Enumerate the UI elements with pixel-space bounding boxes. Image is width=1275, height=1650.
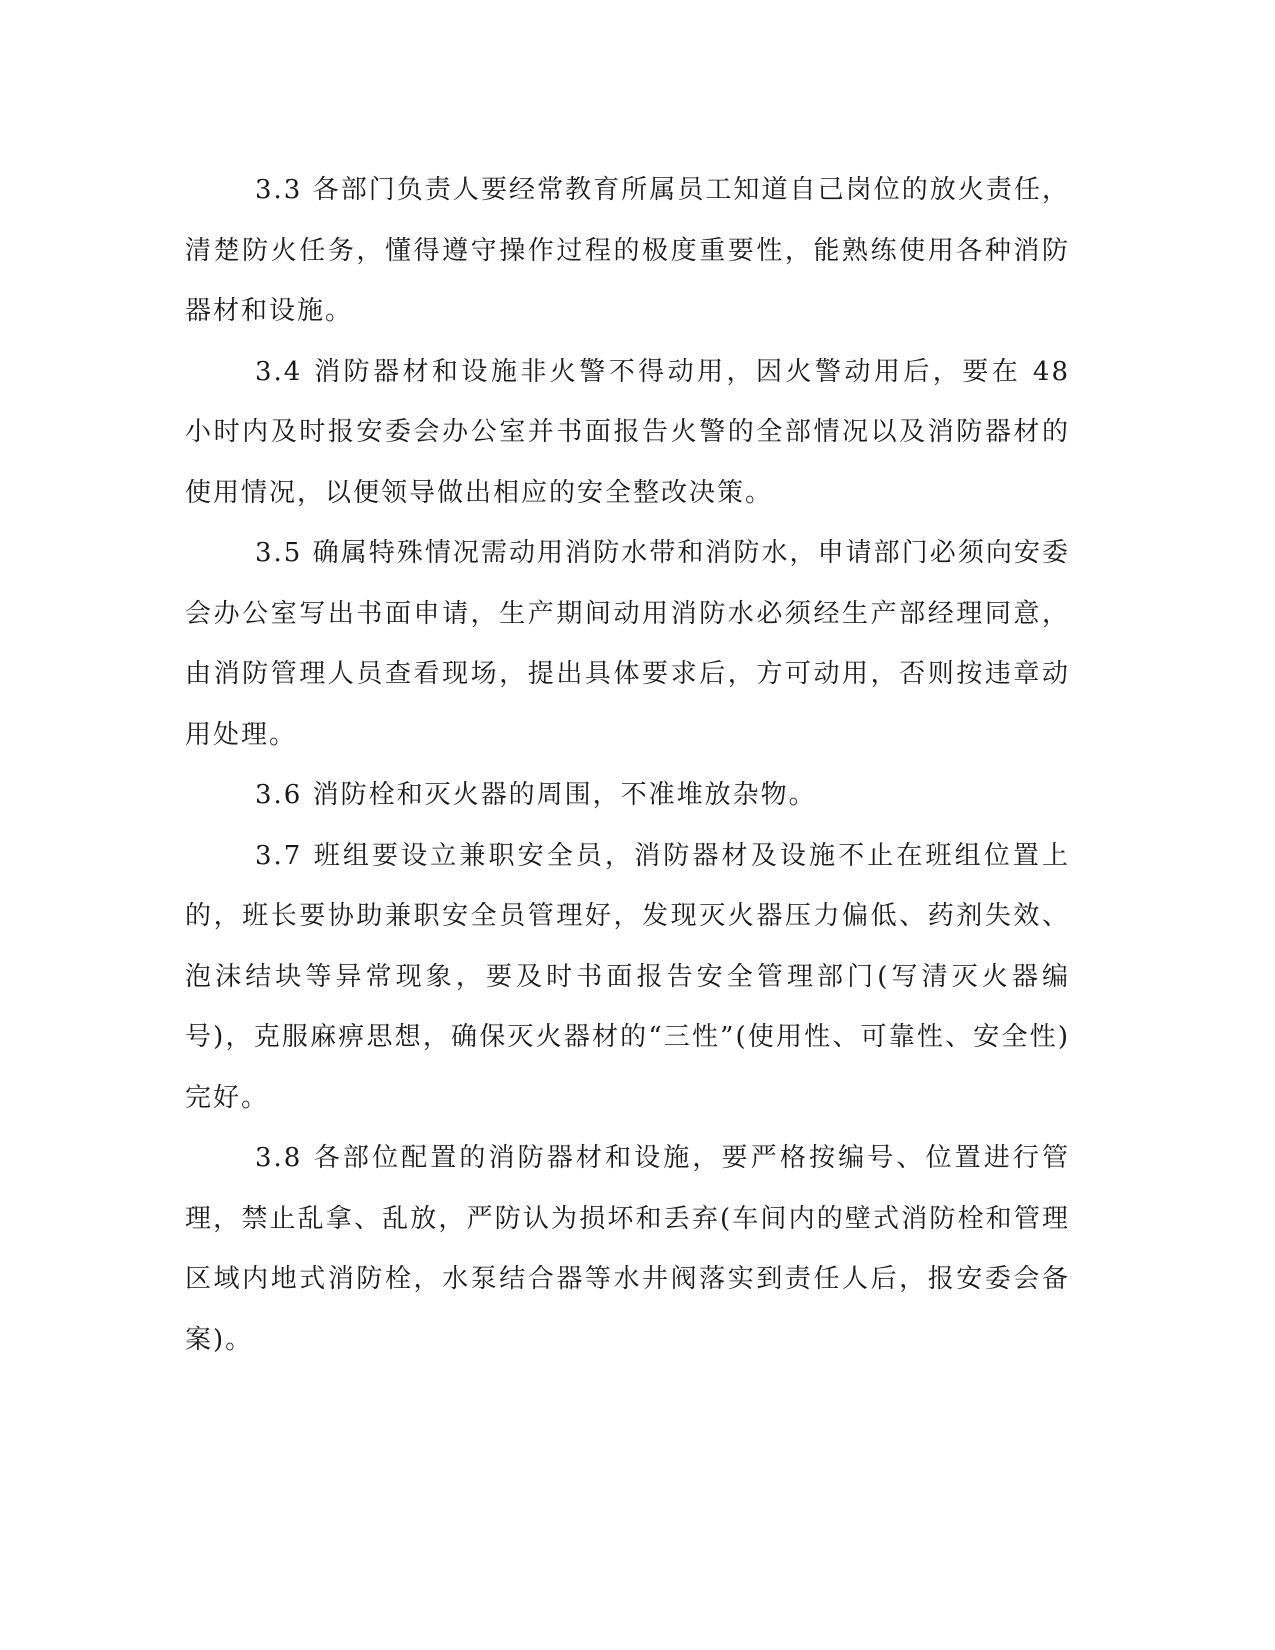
paragraph-3-8: 3.8 各部位配置的消防器材和设施，要严格按编号、位置进行管理，禁止乱拿、乱放，严防认为损坏和丢弃(车间内的壁式消防栓和管理区域内地式消防栓，水泵结合器等水井阀落实到责任人后，报安委会备案)。 (185, 1143, 1070, 1355)
paragraph-3-3: 3.3 各部门负责人要经常教育所属员工知道自己岗位的放火责任，清楚防火任务，懂得遵守操作过程的极度重要性，能熟练使用各种消防器材和设施。 (185, 175, 1070, 326)
paragraph-3-5: 3.5 确属特殊情况需动用消防水带和消防水，申请部门必须向安委会办公室写出书面申请，生产期间动用消防水必须经生产部经理同意，由消防管理人员查看现场，提出具体要求后，方可动用，否则按违章动用处理。 (185, 538, 1070, 750)
paragraph-3-6: 3.6 消防栓和灭火器的周围，不准堆放杂物。 (255, 780, 817, 810)
document-body (185, 160, 1070, 1370)
paragraph-3-4: 3.4 消防器材和设施非火警不得动用，因火警动用后，要在 48 小时内及时报安委会办公室并书面报告火警的全部情况以及消防器材的使用情况，以便领导做出相应的安全整改决策。 (185, 356, 1070, 508)
paragraph-3-7: 3.7 班组要设立兼职安全员，消防器材及设施不止在班组位置上的，班长要协助兼职安全员管理好，发现灭火器压力偏低、药剂失效、泡沫结块等异常现象，要及时书面报告安全管理部门(写清灭火器编号)，克服麻痹思想，确保灭火器材的“三性”(使用性、可靠性、安全性)完好。 (185, 840, 1070, 1113)
